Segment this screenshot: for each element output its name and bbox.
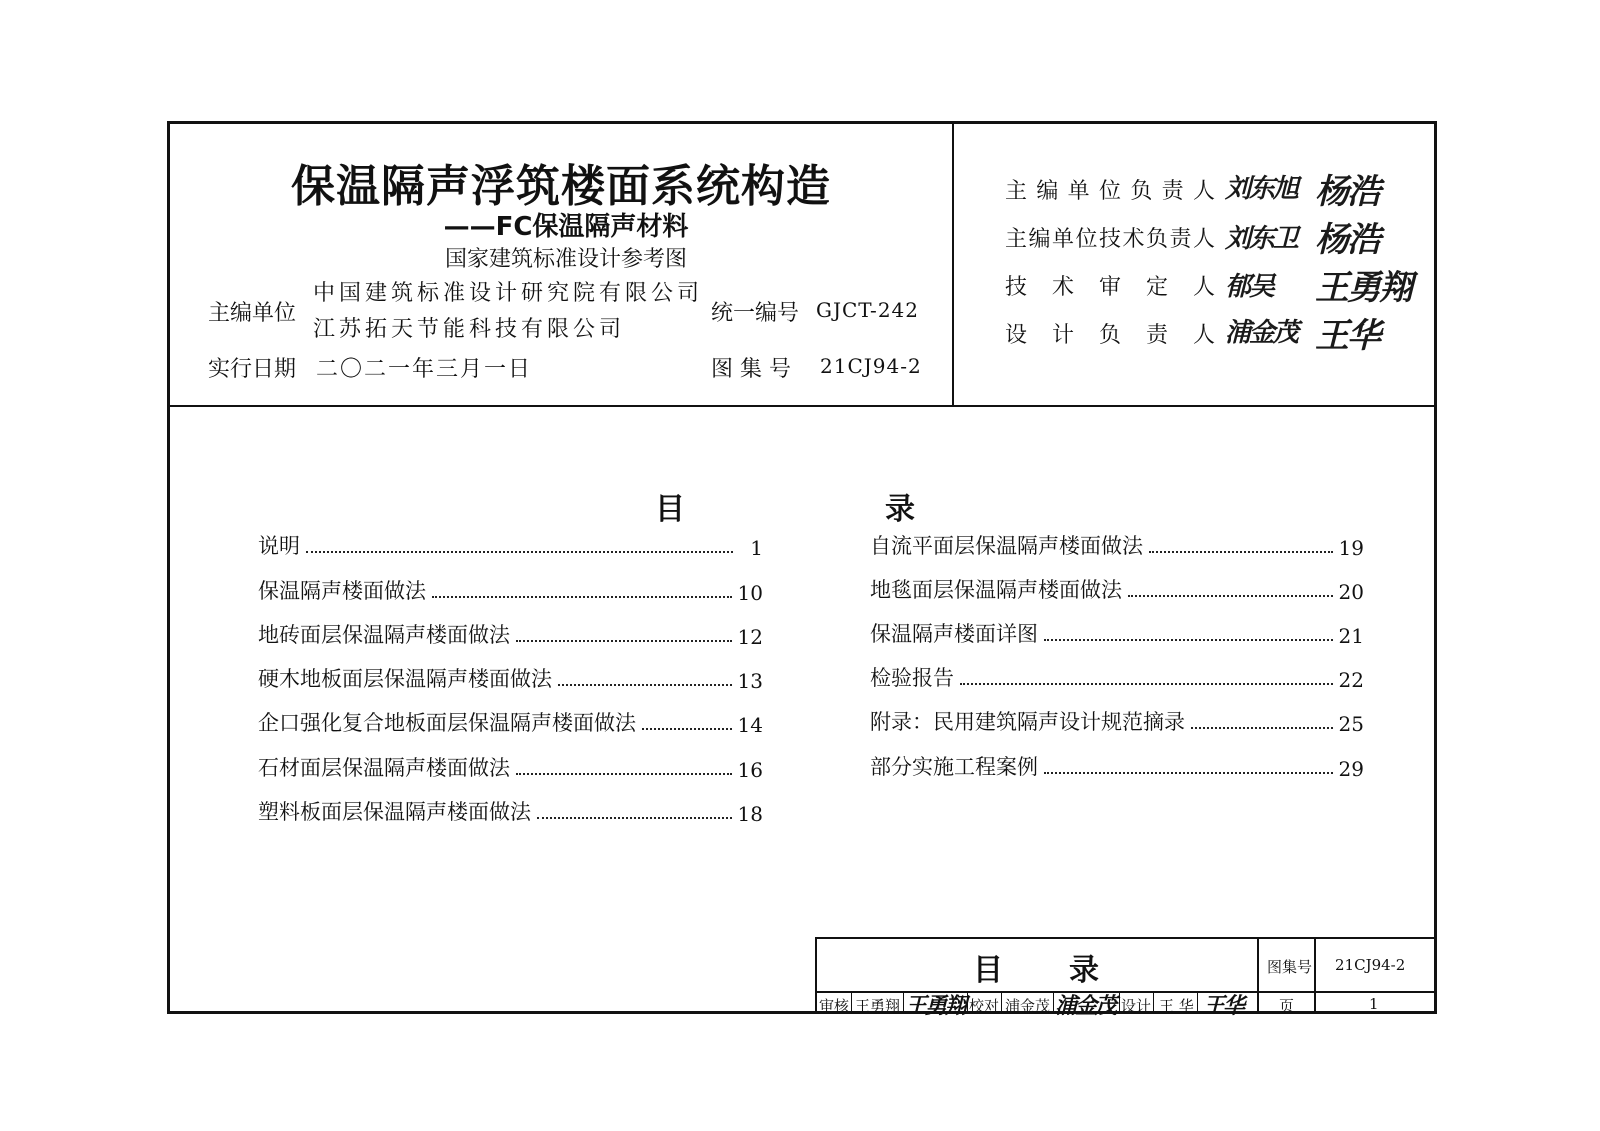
date-value: 二〇二一年三月一日 [316,357,533,382]
toc-leader [1044,772,1333,774]
toc-item[interactable] [258,532,763,560]
tb-divider [1314,939,1316,1014]
toc-leader [960,683,1333,685]
toc-item-page: 29 [1338,757,1364,781]
toc-item-page: 1 [750,536,763,560]
toc-item-page: 10 [737,581,763,605]
tb-divider [851,991,852,1014]
toc-item-page: 12 [737,625,763,649]
toc-item-title: 检验报告 [870,666,954,690]
toc-leader [1149,551,1333,553]
header-vertical-divider [952,124,954,405]
title-block [815,937,1434,1019]
toc-item-title: 石材面层保温隔声楼面做法 [258,756,510,780]
approval-row-2 [1005,222,1215,253]
toc-item-page: 25 [1338,712,1364,736]
toc-item[interactable] [870,664,1364,692]
toc-item[interactable] [870,753,1364,781]
signature-1a: 刘东旭 [1225,174,1298,204]
atlas-no-label: 图 集 号 [711,357,791,382]
toc-item-page: 14 [737,713,763,737]
toc-item-title: 部分实施工程案例 [870,755,1038,779]
toc-item[interactable] [258,798,763,826]
approval-row-4 [1005,318,1215,349]
approval-role: 技术审定人 [1005,275,1215,300]
approval-row-1 [1005,174,1215,205]
design-name: 王 华 [1159,997,1194,1015]
approval-role: 主编单位负责人 [1005,179,1215,204]
toc-item[interactable] [870,576,1364,604]
toc-item-page: 22 [1338,668,1364,692]
toc-leader [1044,639,1333,641]
tb-divider [1153,991,1154,1014]
title-block-atlas-no: 21CJ94-2 [1335,956,1406,974]
cover-title: 保温隔声浮筑楼面系统构造 [291,161,831,212]
toc-leader [432,596,732,598]
toc-item-page: 21 [1338,624,1364,648]
header-divider [170,405,1434,407]
toc-item[interactable] [870,708,1364,736]
signature-3b: 王勇翔 [1315,268,1411,308]
toc-item-title: 保温隔声楼面做法 [258,579,426,603]
review-label: 审核 [819,997,850,1015]
toc-item-page: 16 [737,758,763,782]
editor-label: 主编单位 [208,301,297,326]
toc-item[interactable] [258,709,763,737]
toc-leader [1191,727,1333,729]
toc-item-page: 20 [1338,580,1364,604]
toc-item[interactable] [870,532,1364,560]
design-signature: 王华 [1203,993,1244,1019]
check-signature: 浦金茂 [1055,993,1116,1019]
atlas-no: 21CJ94-2 [820,354,922,378]
toc-item-title: 说明 [258,534,300,558]
check-name: 浦金茂 [1005,997,1051,1015]
signature-2b: 杨浩 [1315,220,1379,260]
drawing-frame [167,121,1437,1019]
signature-4b: 王华 [1315,316,1379,356]
toc-item-title: 塑料板面层保温隔声楼面做法 [258,800,531,824]
editor-unit-2: 江苏拓天节能科技有限公司 [313,317,626,342]
toc-item-title: 地毯面层保温隔声楼面做法 [870,578,1122,602]
signature-4a: 浦金茂 [1225,318,1298,348]
signature-1b: 杨浩 [1315,172,1379,212]
unified-no: GJCT-242 [816,298,919,322]
tb-divider [903,991,904,1014]
design-label: 设计 [1121,997,1152,1015]
toc-item[interactable] [258,577,763,605]
signature-2a: 刘东卫 [1225,224,1298,254]
date-label: 实行日期 [208,357,297,382]
cover-series: 国家建筑标准设计参考图 [444,247,687,272]
tb-divider [967,991,968,1014]
tb-divider [1001,991,1002,1014]
toc-leader [558,684,732,686]
toc-leader [306,551,733,553]
approval-role: 设计负责人 [1005,323,1215,348]
toc-item-title: 硬木地板面层保温隔声楼面做法 [258,667,552,691]
tb-divider [1257,939,1259,1014]
tb-divider [1197,991,1198,1014]
toc-item[interactable] [870,620,1364,648]
title-block-atlas-label: 图集号 [1267,958,1313,976]
editor-unit-1: 中国建筑标准设计研究院有限公司 [313,281,704,306]
toc-item-page: 18 [737,802,763,826]
toc-item-title: 自流平面层保温隔声楼面做法 [870,534,1143,558]
toc-leader [516,640,732,642]
review-signature: 王勇翔 [905,993,966,1019]
unified-no-label: 统一编号 [711,301,800,326]
check-label: 校对 [969,997,1000,1015]
page-no: 1 [1369,995,1379,1013]
toc-item-title: 地砖面层保温隔声楼面做法 [258,623,510,647]
toc-leader [516,773,732,775]
page-label: 页 [1279,997,1295,1015]
toc-leader [537,817,732,819]
toc-item[interactable] [258,754,763,782]
toc-item-page: 13 [737,669,763,693]
approval-row-3 [1005,270,1215,301]
toc-item[interactable] [258,665,763,693]
toc-heading-left: 目 [655,492,685,527]
cover-subtitle: ——FC保温隔声材料 [443,212,689,242]
toc-item-page: 19 [1338,536,1364,560]
tb-divider [1119,991,1120,1014]
tb-divider [1053,991,1054,1014]
toc-heading-right: 录 [885,492,915,527]
toc-item[interactable] [258,621,763,649]
toc-leader [1128,595,1333,597]
toc-item-title: 企口强化复合地板面层保温隔声楼面做法 [258,711,636,735]
toc-item-title: 附录：民用建筑隔声设计规范摘录 [870,710,1185,734]
toc-leader [642,728,732,730]
review-name: 王勇翔 [855,997,901,1015]
approval-role: 主编单位技术负责人 [1005,227,1215,252]
title-block-name: 目 录 [973,953,1101,988]
toc-item-title: 保温隔声楼面详图 [870,622,1038,646]
signature-3a: 郁吴 [1225,272,1274,302]
